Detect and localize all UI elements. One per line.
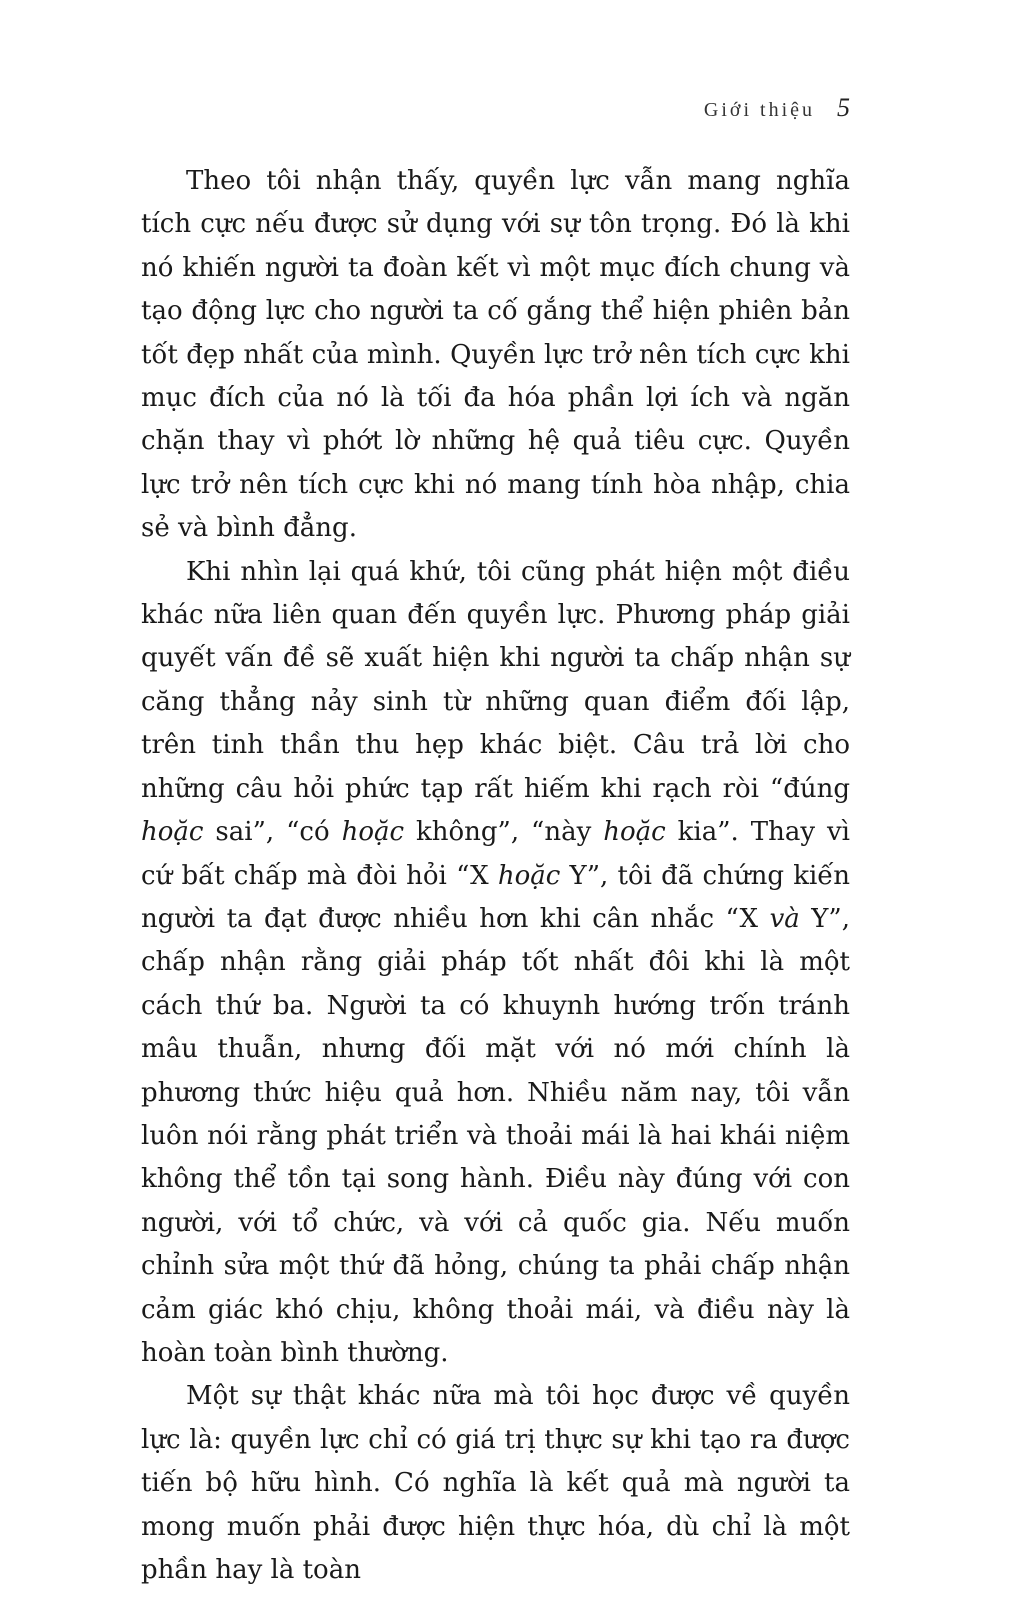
- section-title: Giới thiệu: [703, 99, 815, 121]
- text-run: sai”, “có: [203, 817, 342, 848]
- running-head: [704, 93, 850, 123]
- paragraph: [141, 551, 850, 1376]
- paragraph: [141, 1375, 850, 1592]
- text-run: không”, “này: [404, 817, 604, 848]
- page-number: 5: [837, 93, 850, 122]
- text-run: Y”, tôi đã chứng kiến người ta đạt được nhiều hơn khi cân nhắc “X: [141, 860, 851, 934]
- italic-text-run: hoặc: [341, 817, 405, 848]
- text-run: Một sự thật khác nữa mà tôi học được về quyền lực là: quyền lực chỉ có giá trị thực sự khi tạo ra được tiến bộ hữu hình. Có nghĩa là kết quả mà người ta mong muốn phải được hiện thực hóa, dù chỉ là một phần hay là toàn: [141, 1381, 850, 1585]
- text-run: Y”, chấp nhận rằng giải pháp tốt nhất đôi khi là một cách thứ ba. Người ta có khuynh hướng trốn tránh mâu thuẫn, nhưng đối mặt với nó mới chính là phương thức hiệu quả hơn. Nhiều năm nay, tôi vẫn luôn nói rằng phát triển và thoải mái là hai khái niệm không thể tồn tại song hành. Điều này đúng với con người, với tổ chức, và với cả quốc gia. Nếu muốn chỉnh sửa một thứ đã hỏng, chúng ta phải chấp nhận cảm giác khó chịu, không thoải mái, và điều này là hoàn toàn bình thường.: [141, 903, 850, 1368]
- text-run: Theo tôi nhận thấy, quyền lực vẫn mang nghĩa tích cực nếu được sử dụng với sự tôn trọng. Đó là khi nó khiến người ta đoàn kết vì một mục đích chung và tạo động lực cho người ta cố gắng thể hiện phiên bản tốt đẹp nhất của mình. Quyền lực trở nên tích cực khi mục đích của nó là tối đa hóa phần lợi ích và ngăn chặn thay vì phớt lờ những hệ quả tiêu cực. Quyền lực trở nên tích cực khi nó mang tính hòa nhập, chia sẻ và bình đẳng.: [141, 166, 850, 544]
- text-run: kia”. Thay vì cứ bất chấp mà đòi hỏi “X: [141, 817, 850, 891]
- italic-text-run: hoặc: [603, 817, 666, 848]
- text-run: Khi nhìn lại quá khứ, tôi cũng phát hiện một điều khác nữa liên quan đến quyền lực. Phương pháp giải quyết vấn đề sẽ xuất hiện khi người ta chấp nhận sự căng thẳng nảy sinh từ những quan điểm đối lập, trên tinh thần thu hẹp khác biệt. Câu trả lời cho những câu hỏi phức tạp rất hiếm khi rạch ròi “đúng: [141, 556, 850, 804]
- italic-text-run: và: [769, 903, 800, 934]
- body-text: [141, 160, 850, 1592]
- italic-text-run: hoặc: [141, 817, 204, 848]
- paragraph: [141, 160, 850, 551]
- italic-text-run: hoặc: [497, 860, 561, 891]
